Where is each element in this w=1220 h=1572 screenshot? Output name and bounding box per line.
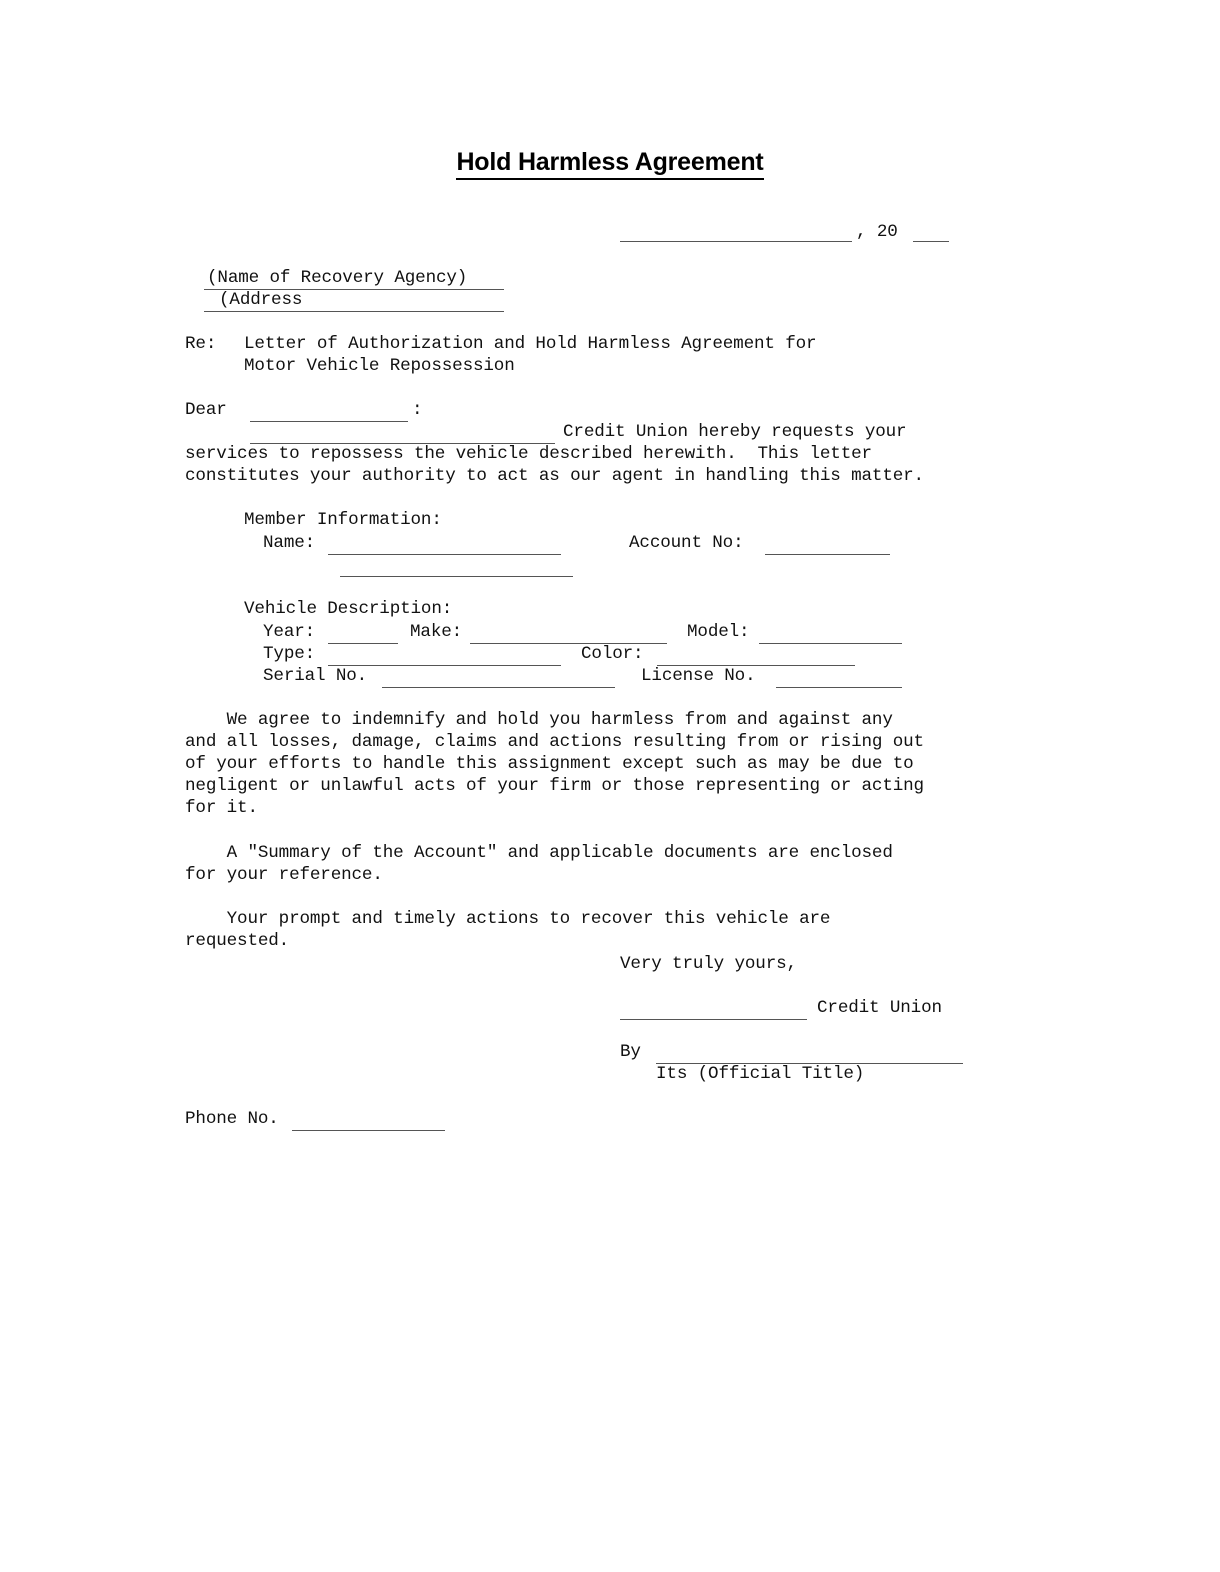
phone-no-rule[interactable]	[292, 1130, 445, 1131]
recovery-agency-label: (Name of Recovery Agency)	[207, 268, 468, 288]
member-name-rule-2[interactable]	[340, 576, 573, 577]
member-name-label: Name:	[263, 533, 316, 553]
member-account-no-label: Account No:	[629, 533, 744, 553]
salutation-blank-rule[interactable]	[250, 421, 408, 422]
date-blank-rule[interactable]	[620, 241, 852, 242]
prompt-line-1: Your prompt and timely actions to recover this vehicle are	[185, 909, 831, 929]
intro-line-2: services to repossess the vehicle described herewith. This letter	[185, 444, 872, 464]
indemnity-line-5: for it.	[185, 798, 258, 818]
member-name-rule[interactable]	[328, 554, 561, 555]
closing-credit-union-rule[interactable]	[620, 1019, 807, 1020]
vehicle-license-no-label: License No.	[641, 666, 756, 686]
closing-very-truly-yours: Very truly yours,	[620, 954, 797, 974]
vehicle-model-rule[interactable]	[759, 643, 902, 644]
re-line-1: Letter of Authorization and Hold Harmless Agreement for	[244, 334, 817, 354]
page-title-text: Hold Harmless Agreement	[456, 148, 763, 180]
vehicle-year-rule[interactable]	[328, 643, 398, 644]
salutation-dear-label: Dear	[185, 400, 227, 420]
prompt-line-2: requested.	[185, 931, 290, 951]
indemnity-line-4: negligent or unlawful acts of your firm or those representing or acting	[185, 776, 924, 796]
indemnity-line-1: We agree to indemnify and hold you harmless from and against any	[185, 710, 893, 730]
intro-line-3: constitutes your authority to act as our agent in handling this matter.	[185, 466, 924, 486]
indemnity-line-3: of your efforts to handle this assignment except such as may be due to	[185, 754, 914, 774]
summary-line-2: for your reference.	[185, 865, 383, 885]
intro-credit-union-suffix: Credit Union hereby requests your	[563, 422, 907, 442]
vehicle-color-label: Color:	[581, 644, 644, 664]
member-information-heading: Member Information:	[244, 510, 442, 530]
date-year-blank-rule[interactable]	[913, 241, 949, 242]
re-line-2: Motor Vehicle Repossession	[244, 356, 515, 376]
closing-credit-union-label: Credit Union	[817, 998, 942, 1018]
closing-its-official-title: Its (Official Title)	[656, 1064, 865, 1084]
indemnity-line-2: and all losses, damage, claims and actions resulting from or rising out	[185, 732, 924, 752]
vehicle-description-heading: Vehicle Description:	[244, 599, 453, 619]
vehicle-make-label: Make:	[410, 622, 463, 642]
address-rule[interactable]	[204, 311, 504, 312]
vehicle-license-no-rule[interactable]	[776, 687, 902, 688]
vehicle-serial-no-label: Serial No.	[263, 666, 368, 686]
address-label: (Address	[219, 290, 303, 310]
vehicle-type-label: Type:	[263, 644, 316, 664]
vehicle-year-label: Year:	[263, 622, 316, 642]
vehicle-model-label: Model:	[687, 622, 750, 642]
summary-line-1: A "Summary of the Account" and applicable documents are enclosed	[185, 843, 893, 863]
closing-by-label: By	[620, 1042, 641, 1062]
salutation-colon: :	[412, 400, 423, 420]
page-title	[0, 148, 1220, 177]
re-label: Re:	[185, 334, 217, 354]
member-account-no-rule[interactable]	[765, 554, 890, 555]
date-year-prefix: , 20	[856, 222, 898, 242]
vehicle-serial-no-rule[interactable]	[382, 687, 615, 688]
phone-no-label: Phone No.	[185, 1109, 279, 1129]
